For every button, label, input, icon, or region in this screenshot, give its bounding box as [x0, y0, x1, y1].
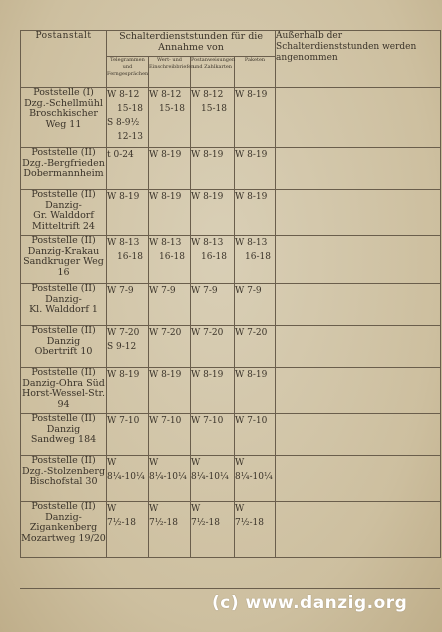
office-line: Sandkruger Weg: [23, 256, 104, 267]
office-line: Obertrift 10: [34, 346, 93, 357]
outside-hours-cell: [276, 456, 441, 502]
group-title-line2: Annahme von: [158, 42, 224, 53]
hours-cell-packet: [235, 456, 276, 502]
office-cell: [21, 284, 107, 326]
column-header-money-orders: Postanweisungen und Zahlkarten: [191, 57, 235, 88]
hours-line: 16-18: [201, 252, 227, 262]
hours-line: W: [191, 504, 201, 514]
hours-line: W 8-19: [235, 150, 268, 160]
hours-cell-value: [149, 456, 191, 502]
office-line: Mozartweg 19/20: [21, 532, 106, 544]
office-line: Danzig-Krakau: [27, 245, 100, 257]
office-line: Danzig-: [45, 199, 82, 211]
hours-line: W 7-9: [107, 286, 134, 296]
hours-cell-packet: [235, 88, 276, 148]
hours-cell-telegram: [107, 190, 149, 236]
hours-line: W 8-19: [191, 150, 224, 160]
office-cell: [21, 190, 107, 236]
hours-cell-parcel: [191, 456, 235, 502]
office-line: Poststelle (II): [31, 501, 96, 512]
hours-cell-telegram: [107, 368, 149, 414]
hours-cell-value: [149, 284, 191, 326]
hours-line: W: [235, 458, 245, 468]
hours-line: W 7-10: [235, 416, 268, 426]
table-row: [21, 414, 441, 456]
hours-line: 12-13: [117, 132, 143, 142]
hours-cell-parcel: [191, 88, 235, 148]
hours-cell-value: [149, 368, 191, 414]
hours-cell-parcel: [191, 502, 235, 558]
hours-line: 8¼-10¼: [149, 472, 187, 482]
hours-line: W: [149, 504, 159, 514]
outside-hours-cell: [276, 88, 441, 148]
hours-line: 7½-18: [191, 518, 220, 528]
table-row: [21, 368, 441, 414]
outside-hours-cell: [276, 236, 441, 284]
hours-cell-packet: [235, 190, 276, 236]
office-line: Kl. Walddorf 1: [29, 304, 98, 315]
office-line: Dzg.-Bergfrieden: [22, 157, 105, 169]
hours-line: W 7-9: [235, 286, 262, 296]
hours-line: W 7-20: [149, 328, 182, 338]
office-line: Weg 11: [45, 118, 82, 130]
table-body: [21, 88, 441, 558]
table-row: [21, 88, 441, 148]
hours-line: W 7-9: [191, 286, 218, 296]
hours-line: 8¼-10¼: [191, 472, 229, 482]
hours-line: 15-18: [159, 104, 185, 114]
hours-cell-value: [149, 502, 191, 558]
hours-line: W 8-19: [235, 192, 268, 202]
column-header-telegram: Telegrammen und Ferngesprächen: [107, 57, 149, 88]
hours-cell-value: [149, 414, 191, 456]
office-line: Mitteltrift 24: [32, 220, 95, 232]
hours-line: S 8-9½: [107, 118, 140, 128]
hours-line: W 8-19: [149, 370, 182, 380]
hours-cell-telegram: [107, 88, 149, 148]
group-title-line1: Schalterdienststunden für die: [119, 31, 263, 42]
outside-hours-cell: [276, 414, 441, 456]
office-cell: [21, 456, 107, 502]
hours-cell-packet: [235, 148, 276, 190]
office-line: Poststelle (II): [31, 325, 96, 336]
hours-cell-packet: [235, 326, 276, 368]
hours-line: 16-18: [159, 252, 185, 262]
hours-line: W 8-19: [191, 370, 224, 380]
office-line: Dzg.-Stolzenberg: [21, 465, 106, 477]
hours-line: 7½-18: [235, 518, 264, 528]
office-line: Danzig: [46, 335, 81, 347]
hours-cell-value: [149, 236, 191, 284]
hours-line: 8¼-10¼: [235, 472, 273, 482]
table-row: [21, 148, 441, 190]
office-line: Horst-Wessel-Str.: [21, 388, 105, 399]
hours-cell-telegram: [107, 148, 149, 190]
hours-line: t 0-24: [107, 150, 134, 160]
hours-line: W 8-13: [235, 238, 268, 248]
office-line: Poststelle (II): [31, 283, 96, 294]
table-row: [21, 284, 441, 326]
office-line: Danzig-: [45, 293, 82, 305]
outside-hours-cell: [276, 190, 441, 236]
office-line: Danzig: [46, 423, 81, 435]
hours-cell-packet: [235, 368, 276, 414]
office-line: Danzig-: [45, 511, 82, 523]
outside-hours-cell: [276, 502, 441, 558]
outside-hours-cell: [276, 148, 441, 190]
office-line: Poststelle (II): [31, 147, 96, 158]
hours-cell-parcel: [191, 236, 235, 284]
hours-line: 16-18: [245, 252, 271, 262]
hours-line: W 8-12: [191, 90, 224, 100]
office-line: Broschkischer: [29, 108, 98, 119]
office-line: Gr. Walddorf: [33, 210, 94, 221]
office-line: Dzg.-Schellmühl: [24, 97, 103, 109]
hours-cell-telegram: [107, 502, 149, 558]
hours-cell-packet: [235, 236, 276, 284]
watermark: (c) www.danzig.org: [212, 593, 408, 613]
hours-line: W 7-20: [107, 328, 140, 338]
hours-line: W 8-19: [191, 192, 224, 202]
hours-cell-telegram: [107, 326, 149, 368]
office-line: Poststelle (II): [31, 413, 96, 424]
schedule-table: [20, 30, 441, 558]
office-line: Poststelle (II): [31, 189, 96, 200]
hours-cell-value: [149, 148, 191, 190]
hours-line: S 9-12: [107, 342, 137, 352]
office-line: Dobermannheim: [23, 168, 104, 179]
hours-line: W: [107, 458, 117, 468]
hours-line: W 7-20: [191, 328, 224, 338]
hours-cell-packet: [235, 414, 276, 456]
hours-cell-parcel: [191, 368, 235, 414]
hours-cell-parcel: [191, 326, 235, 368]
hours-cell-telegram: [107, 456, 149, 502]
office-line: Poststelle (II): [31, 235, 96, 246]
office-line: Poststelle (II): [31, 367, 96, 378]
hours-line: W 8-19: [235, 370, 268, 380]
column-header-office: Postanstalt: [21, 31, 107, 88]
hours-line: 8¼-10¼: [107, 472, 145, 482]
hours-cell-value: [149, 326, 191, 368]
office-line: Poststelle (I): [33, 87, 94, 98]
office-line: Bischofstal 30: [29, 476, 98, 487]
hours-line: W 8-19: [149, 192, 182, 202]
hours-cell-parcel: [191, 284, 235, 326]
column-header-parcels: Paketen: [235, 57, 276, 88]
hours-cell-value: [149, 190, 191, 236]
table-row: [21, 190, 441, 236]
table-row: [21, 456, 441, 502]
office-line: 94: [57, 398, 70, 410]
office-line: Sandweg 184: [30, 434, 97, 445]
hours-line: W 7-10: [191, 416, 224, 426]
hours-line: W 8-19: [107, 370, 140, 380]
hours-line: 15-18: [201, 104, 227, 114]
hours-cell-packet: [235, 284, 276, 326]
hours-line: W: [149, 458, 159, 468]
hours-line: W 8-19: [235, 90, 268, 100]
hours-line: 15-18: [117, 104, 143, 114]
column-group-header: [107, 31, 276, 57]
hours-cell-value: [149, 88, 191, 148]
hours-line: W: [191, 458, 201, 468]
office-cell: [21, 148, 107, 190]
table-row: [21, 236, 441, 284]
hours-cell-parcel: [191, 148, 235, 190]
office-line: Danzig-Ohra Süd: [22, 377, 105, 389]
hours-cell-telegram: [107, 414, 149, 456]
hours-line: W 8-19: [149, 150, 182, 160]
hours-line: W 8-12: [107, 90, 140, 100]
office-cell: [21, 236, 107, 284]
office-cell: [21, 88, 107, 148]
hours-line: W: [107, 504, 117, 514]
hours-line: W: [235, 504, 245, 514]
office-line: Poststelle (II): [31, 455, 96, 466]
hours-cell-parcel: [191, 414, 235, 456]
outside-hours-cell: [276, 326, 441, 368]
hours-line: 16-18: [117, 252, 143, 262]
bottom-rule: [20, 588, 440, 589]
hours-line: W 7-10: [149, 416, 182, 426]
table-row: [21, 502, 441, 558]
hours-line: 7½-18: [149, 518, 178, 528]
hours-cell-telegram: [107, 236, 149, 284]
hours-line: W 8-13: [191, 238, 224, 248]
outside-hours-cell: [276, 368, 441, 414]
hours-cell-parcel: [191, 190, 235, 236]
hours-line: 7½-18: [107, 518, 136, 528]
table-row: [21, 326, 441, 368]
column-header-value-letters: Wert- und Einschreibbriefen: [149, 57, 191, 88]
hours-cell-telegram: [107, 284, 149, 326]
outside-hours-cell: [276, 284, 441, 326]
hours-line: W 8-13: [107, 238, 140, 248]
hours-cell-packet: [235, 502, 276, 558]
hours-line: W 7-10: [107, 416, 140, 426]
hours-line: W 8-19: [107, 192, 140, 202]
hours-line: W 8-12: [149, 90, 182, 100]
office-cell: [21, 502, 107, 558]
office-cell: [21, 368, 107, 414]
office-line: Zigankenberg: [29, 522, 98, 533]
hours-line: W 8-13: [149, 238, 182, 248]
column-header-outside-hours: Außerhalb der Schalterdienststunden werden angenommen: [276, 31, 441, 88]
office-cell: [21, 326, 107, 368]
office-cell: [21, 414, 107, 456]
hours-line: W 7-20: [235, 328, 268, 338]
hours-line: W 7-9: [149, 286, 176, 296]
office-line: 16: [57, 266, 70, 278]
